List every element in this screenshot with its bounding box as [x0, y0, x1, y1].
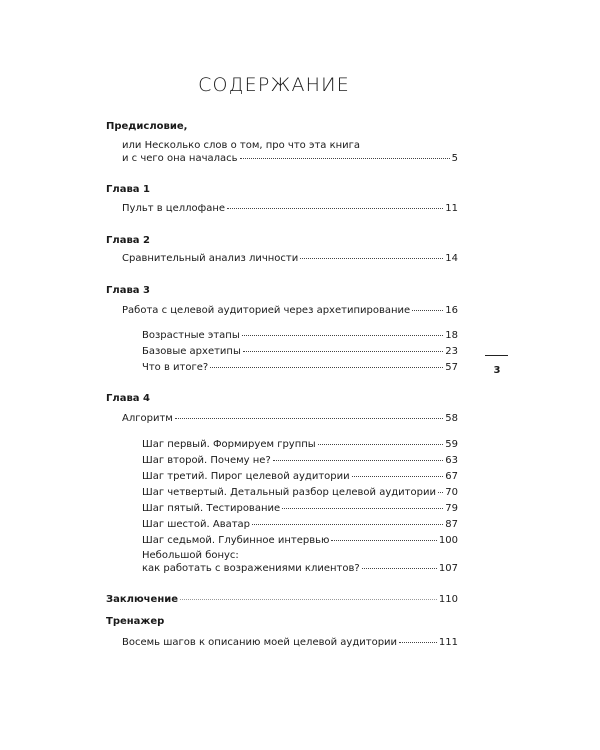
toc-entry-label: Шаг шестой. Аватар	[142, 519, 251, 530]
toc-subentry[interactable]	[142, 470, 458, 483]
toc-entry-label: Работа с целевой аудиторией через архетипирование	[122, 305, 411, 316]
chapter-3-heading: Глава 3	[106, 285, 150, 296]
dot-leader	[331, 540, 437, 541]
toc-subentry[interactable]	[142, 329, 458, 342]
toc-subentry[interactable]	[142, 345, 458, 358]
toc-entry-label: Базовые архетипы	[142, 346, 241, 357]
toc-entry-page: 58	[445, 413, 458, 424]
dot-leader	[210, 367, 443, 368]
toc-entry-chapter-4[interactable]	[122, 412, 458, 425]
toc-entry-label: Шаг седьмой. Глубинное интервью	[142, 535, 330, 546]
dot-leader	[352, 476, 444, 477]
toc-entry-conclusion[interactable]	[106, 593, 458, 606]
toc-subentry[interactable]	[142, 454, 458, 467]
toc-subentry[interactable]	[142, 438, 458, 451]
toc-entry-page: 107	[438, 563, 458, 574]
dot-leader	[282, 508, 443, 509]
toc-entry-page: 59	[445, 439, 458, 450]
toc-entry-page: 5	[451, 153, 458, 164]
toc-entry-page: 23	[445, 346, 458, 357]
dot-leader	[180, 599, 437, 600]
toc-entry-page: 18	[445, 330, 458, 341]
trainer-heading: Тренажер	[106, 616, 165, 627]
toc-entry-page: 11	[445, 203, 458, 214]
toc-entry-page: 87	[445, 519, 458, 530]
toc-entry-page: 100	[438, 535, 458, 546]
dot-leader	[399, 642, 437, 643]
toc-entry-label: как работать с возражениями клиентов?	[142, 563, 360, 574]
toc-entry-label: Шаг пятый. Тестирование	[142, 503, 281, 514]
folio-rule	[485, 355, 508, 356]
toc-entry-page: 63	[445, 455, 458, 466]
toc-entry-label: Возрастные этапы	[142, 330, 240, 341]
page-number: 3	[493, 365, 501, 376]
toc-entry-page: 111	[438, 637, 458, 648]
dot-leader	[300, 258, 443, 259]
dot-leader	[240, 158, 450, 159]
toc-entry-page: 110	[438, 594, 458, 605]
dot-leader	[252, 524, 443, 525]
toc-entry-label: Шаг четвертый. Детальный разбор целевой аудитории	[142, 487, 436, 498]
toc-entry-chapter-1[interactable]	[122, 202, 458, 215]
toc-entry-label: Шаг третий. Пирог целевой аудитории	[142, 471, 350, 482]
toc-entry-label: Шаг первый. Формируем группы	[142, 439, 316, 450]
dot-leader	[318, 444, 444, 445]
chapter-1-heading: Глава 1	[106, 184, 150, 195]
dot-leader	[438, 492, 443, 493]
toc-entry-label: Пульт в целлофане	[122, 203, 226, 214]
toc-entry-page: 57	[445, 362, 458, 373]
page-title: СОДЕРЖАНИЕ	[198, 74, 350, 96]
toc-entry-preface[interactable]	[122, 152, 458, 165]
toc-entry-label: Что в итоге?	[142, 362, 209, 373]
toc-entry-label: Заключение	[106, 594, 179, 605]
toc-subentry[interactable]	[142, 361, 458, 374]
preface-heading: Предисловие,	[106, 121, 188, 132]
toc-entry-label: Алгоритм	[122, 413, 173, 424]
toc-subentry[interactable]	[142, 486, 458, 499]
dot-leader	[412, 310, 443, 311]
toc-entry-label: Сравнительный анализ личности	[122, 253, 299, 264]
toc-subentry-bonus[interactable]	[142, 562, 458, 575]
dot-leader	[175, 418, 443, 419]
toc-entry-label: и с чего она началась	[122, 153, 238, 164]
toc-entry-chapter-2[interactable]	[122, 252, 458, 265]
toc-entry-page: 79	[445, 503, 458, 514]
dot-leader	[242, 335, 444, 336]
dot-leader	[273, 460, 444, 461]
toc-subentry[interactable]	[142, 518, 458, 531]
toc-entry-page: 70	[445, 487, 458, 498]
toc-entry-page: 16	[445, 305, 458, 316]
toc-entry-label: Шаг второй. Почему не?	[142, 455, 271, 466]
toc-subentry[interactable]	[142, 534, 458, 547]
toc-entry-page: 14	[445, 253, 458, 264]
preface-subtitle-line1: или Несколько слов о том, про что эта книга	[122, 140, 361, 151]
toc-entry-trainer[interactable]	[122, 636, 458, 649]
chapter-2-heading: Глава 2	[106, 235, 150, 246]
bonus-line1: Небольшой бонус:	[142, 550, 239, 561]
dot-leader	[243, 351, 443, 352]
dot-leader	[362, 568, 437, 569]
toc-entry-label: Восемь шагов к описанию моей целевой аудитории	[122, 637, 398, 648]
toc-subentry[interactable]	[142, 502, 458, 515]
chapter-4-heading: Глава 4	[106, 393, 150, 404]
toc-entry-chapter-3[interactable]	[122, 304, 458, 317]
dot-leader	[227, 208, 443, 209]
toc-entry-page: 67	[445, 471, 458, 482]
